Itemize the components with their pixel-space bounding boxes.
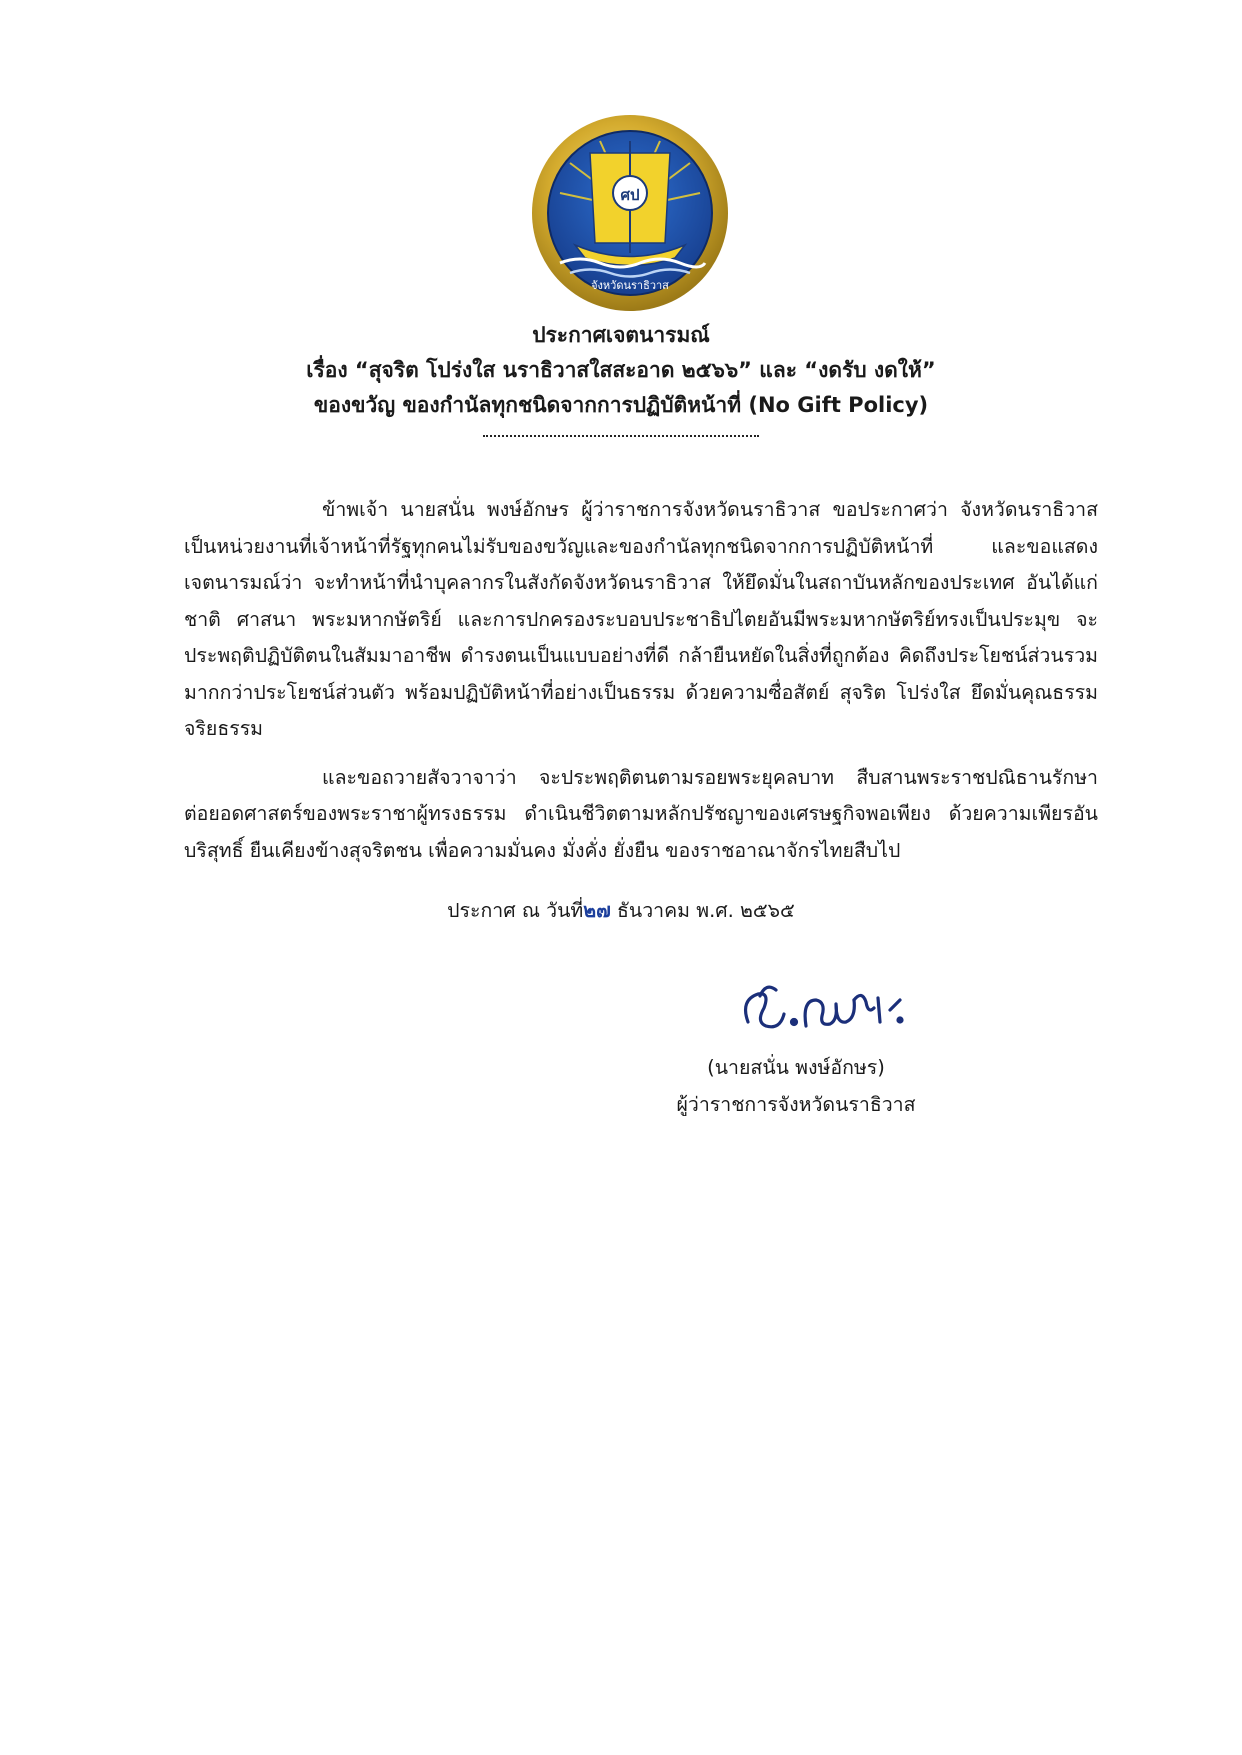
body-text: [184, 492, 1098, 881]
document-subject-continued: ของขวัญ ของกำนัลทุกชนิดจากการปฏิบัติหน้าที่ (No Gift Policy): [313, 393, 929, 417]
date-prefix: ประกาศ ณ วันที่: [447, 899, 584, 922]
signatory-name: (นายสนั่น พงษ์อักษร): [707, 1056, 885, 1079]
handwritten-signature: [730, 970, 930, 1050]
document-subject: เรื่อง “สุจริต โปร่งใส นราธิวาสใสสะอาด ๒๕๖๖” และ “งดรับ งดให้”: [306, 358, 936, 382]
seal-province-name: จังหวัดนราธิวาส: [591, 279, 669, 292]
seal-emblem: ศป: [620, 186, 640, 204]
date-month-year: ธันวาคม พ.ศ. ๒๕๖๕: [617, 899, 795, 922]
date-day: ๒๗: [583, 899, 611, 922]
header-block: [0, 318, 1242, 437]
title-separator: [483, 429, 759, 437]
declaration-date: [0, 893, 1242, 929]
signatory-position: ผู้ว่าราชการจังหวัดนราธิวาส: [676, 1093, 916, 1116]
paragraph-1: ข้าพเจ้า นายสนั่น พงษ์อักษร ผู้ว่าราชการจังหวัดนราธิวาส ขอประกาศว่า จังหวัดนราธิวาส เป็นหน่วยงานที่เจ้าหน้าที่รัฐทุกคนไม่รับของขวัญและของกำนัลทุกชนิดจากการปฏิบัติหน้าที่ และขอแสดงเจตนารมณ์ว่า จะทำหน้าที่นำบุคลากรในสังกัดจังหวัดนราธิวาส ให้ยึดมั่นในสถาบันหลักของประเทศ อันได้แก่ ชาติ ศาสนา พระมหากษัตริย์ และการปกครองระบอบประชาธิปไตยอันมีพระมหากษัตริย์ทรงเป็นประมุข จะประพฤติปฏิบัติตนในสัมมาอาชีพ ดำรงตนเป็นแบบอย่างที่ดี กล้ายืนหยัดในสิ่งที่ถูกต้อง คิดถึงประโยชน์ส่วนรวมมากกว่าประโยชน์ส่วนตัว พร้อมปฏิบัติหน้าที่อย่างเป็นธรรม ด้วยความซื่อสัตย์ สุจริต โปร่งใส ยึดมั่นคุณธรรม จริยธรรม: [184, 498, 1098, 740]
paragraph-2: และขอถวายสัจวาจาว่า จะประพฤติตนตามรอยพระยุคลบาท สืบสานพระราชปณิธานรักษาต่อยอดศาสตร์ของพระราชาผู้ทรงธรรม ดำเนินชีวิตตามหลักปรัชญาของเศรษฐกิจพอเพียง ด้วยความเพียรอันบริสุทธิ์ ยืนเคียงข้างสุจริตชน เพื่อความมั่นคง มั่งคั่ง ยั่งยืน ของราชอาณาจักรไทยสืบไป: [184, 765, 1098, 862]
document-title: ประกาศเจตนารมณ์: [532, 323, 710, 347]
provincial-seal-logo: [530, 113, 730, 313]
